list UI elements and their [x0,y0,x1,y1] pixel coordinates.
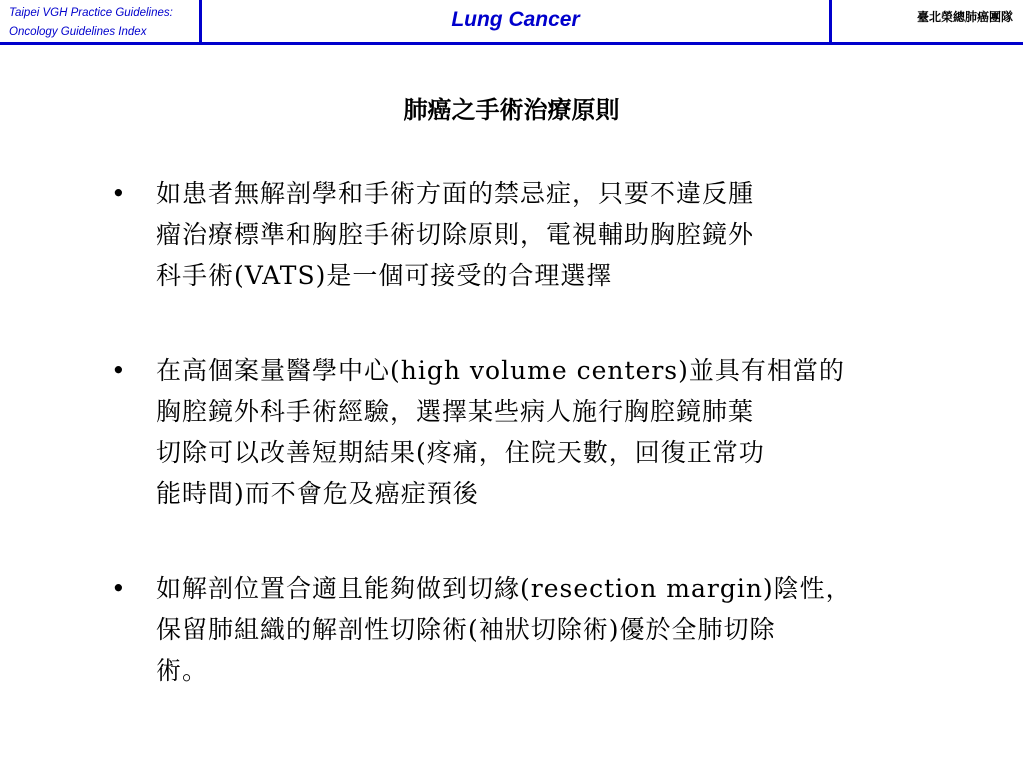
guidelines-index-label [0,0,199,42]
slide-title: 肺癌之手術治療原則 [403,95,620,124]
guidelines-label-line2: Oncology Guidelines Index [9,26,147,38]
bullet-2-line-2: 胸腔鏡外科手術經驗，選擇某些病人施行胸腔鏡肺葉 [156,397,755,426]
guidelines-label-line1: Taipei VGH Practice Guidelines: [9,7,173,19]
bullet-dot: • [111,179,127,208]
team-name: 臺北榮總肺癌團隊 [916,10,1013,24]
bullet-3-line-3: 術。 [156,656,209,685]
bullet-1-line-1: 如患者無解剖學和手術方面的禁忌症，只要不違反腫 [156,179,755,208]
bullet-list [111,173,981,691]
bullet-2-line-4: 能時間)而不會危及癌症預後 [156,479,479,508]
header-divider-right [829,0,832,44]
bullet-3-line-1: 如解剖位置合適且能夠做到切緣(resection margin)陰性， [156,574,852,603]
header-center-title: Lung Cancer [451,8,580,31]
bullet-dot: • [111,356,127,385]
bullet-dot: • [111,574,127,603]
header-underline [0,42,1023,45]
bullet-2-line-1: 在高個案量醫學中心(high volume centers)並具有相當的 [156,356,845,385]
bullet-3-line-2: 保留肺組織的解剖性切除術(袖狀切除術)優於全肺切除 [156,615,776,644]
bullet-item-2 [111,350,981,514]
header-bar [0,0,1023,46]
bullet-2-line-3: 切除可以改善短期結果(疼痛，住院天數，回復正常功 [156,438,765,467]
bullet-1-line-3: 科手術(VATS)是一個可接受的合理選擇 [156,261,613,290]
bullet-1-line-2: 瘤治療標準和胸腔手術切除原則，電視輔助胸腔鏡外 [156,220,755,249]
bullet-item-3 [111,568,981,691]
bullet-item-1 [111,173,981,296]
header-divider-left [199,0,202,44]
